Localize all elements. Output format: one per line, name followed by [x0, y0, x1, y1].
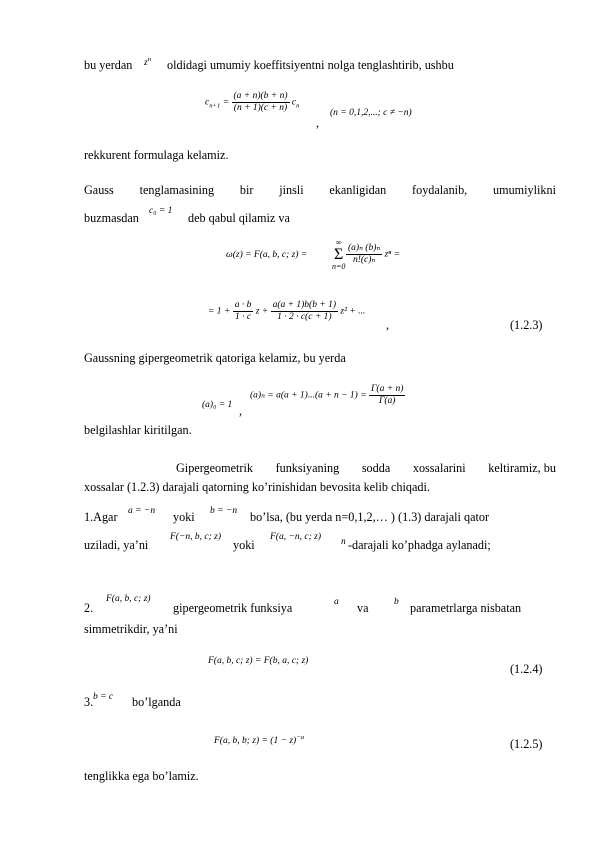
formula-b-eq-minus-n: b = −n — [210, 506, 238, 516]
recurrence-formula: $c_{n+1}$ = $\frac{(a + n)(b + n)}{(n + 1)(c + n)}$ $c_n$ — [205, 91, 300, 113]
text-line: va — [357, 601, 369, 615]
text-line: xossalar (1.2.3) darajali qatorning ko’rinishidan bevosita kelib chiqadi. — [84, 480, 430, 494]
justified-line: Gipergeometrik funksiyaning sodda xossalarini keltiramiz, bu — [176, 461, 556, 475]
text-line: parametrlarga nisbatan — [410, 601, 522, 615]
formula-c0: c₀ = 1 — [149, 206, 173, 216]
equation-number: (1.2.5) — [510, 737, 543, 751]
item-number: 3. — [84, 695, 94, 709]
text-line: bo’lsa, (bu yerda n=0,1,2,… ) (1.3) darajali qator — [250, 510, 490, 524]
text-line: Gaussning gipergeometrik qatoriga kelamiz, bu yerda — [84, 351, 346, 365]
formula-a-eq-minus-n: a = −n — [128, 506, 156, 516]
sum-symbol: ∞ Σ n=0 — [332, 238, 346, 271]
text-line: oldidagi umumiy koeffitsiyentni nolga tenglashtirib, ushbu — [167, 58, 454, 72]
pochhammer-a0: (a)₀ = 1 — [202, 400, 233, 410]
pochhammer-an: (a)ₙ = a(a + 1)...(a + n − 1) = $\frac{\Gamma(a + n)}{\Gamma(a)}$ — [250, 384, 404, 406]
formula-b-eq-c: b = c — [93, 692, 114, 702]
text-line: buzmasdan — [84, 211, 139, 225]
equation-number: (1.2.3) — [510, 318, 543, 332]
formula-b: b — [394, 597, 399, 607]
text-line: yoki — [173, 510, 195, 524]
series-fraction: $\frac{\text{(a)ₙ (b)ₙ}}{\text{n!(c)ₙ}}$ zⁿ = — [348, 243, 401, 265]
formula-F-abc: F(a, b, c; z) — [106, 594, 151, 604]
text-line: bo’lganda — [132, 695, 181, 709]
series-equation-line1: ω(z) = F(a, b, c; z) = — [226, 250, 308, 260]
formula-a: a — [334, 597, 339, 607]
text-line: belgilashlar kiritilgan. — [84, 423, 192, 437]
formula-comma: , — [316, 116, 320, 130]
formula-n: n — [341, 537, 346, 547]
symmetry-formula: F(a, b, c; z) = F(b, a, c; z) — [208, 656, 309, 666]
text-line: simmetrikdir, ya’ni — [84, 622, 178, 636]
recurrence-condition: (n = 0,1,2,...; c ≠ −n) — [330, 108, 412, 118]
text-line: -darajali ko’phadga aylanadi; — [348, 538, 491, 552]
justified-line: Gauss tenglamasining bir jinsli ekanligidan foydalanib, umumiylikni — [84, 183, 556, 197]
formula-F-a-minus-n: F(a, −n, c; z) — [270, 532, 321, 542]
text-line: gipergeometrik funksiya — [173, 601, 293, 615]
formula-comma: , — [239, 404, 243, 418]
item-number: 2. — [84, 601, 94, 615]
formula-comma: , — [386, 318, 390, 332]
text-line: uziladi, ya’ni — [84, 538, 149, 552]
power-formula: F(a, b, b; $z) = (1 - z)^{-a}$ — [214, 734, 305, 747]
item-number: 1.Agar — [84, 510, 118, 524]
formula-F-minus-n-b: F(−n, b, c; z) — [170, 532, 221, 542]
text-line: yoki — [233, 538, 255, 552]
formula-z-power: $z^n$ — [144, 56, 152, 69]
text-line: bu yerdan — [84, 58, 133, 72]
text-line: deb qabul qilamiz va — [188, 211, 290, 225]
series-equation-line2: = 1 + $\frac{a \cdot b}{1 \cdot c}$ z + $\frac{a(a + 1)b(b + 1)}{1 \cdot 2 \cdot c(c + 1)}$ z² + ... — [208, 300, 366, 322]
text-line: rekkurent formulaga kelamiz. — [84, 148, 229, 162]
text-line: tenglikka ega bo’lamiz. — [84, 769, 199, 783]
equation-number: (1.2.4) — [510, 662, 543, 676]
